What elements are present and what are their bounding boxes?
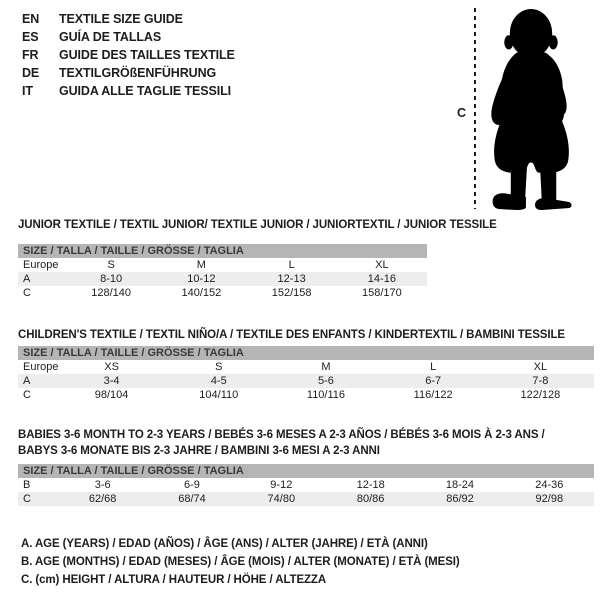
language-row-it — [22, 82, 235, 100]
row-label-cell: A — [18, 374, 58, 388]
row-label-cell: Europe — [23, 361, 59, 373]
value-cell: 158/170 — [361, 287, 402, 299]
table-row — [18, 272, 427, 286]
value-cell: L — [288, 259, 295, 271]
value-cell: M — [321, 361, 331, 373]
value-cell: 8-10 — [66, 272, 156, 286]
value-cell: 74/80 — [237, 492, 326, 506]
value-cell: 5-6 — [272, 374, 379, 388]
value-cell: 98/104 — [94, 389, 129, 401]
value-cell: 68/74 — [147, 492, 236, 506]
size-header-bar: SIZE / TALLA / TAILLE / GRÖSSE / TAGLIA — [18, 346, 594, 360]
value-cell: 152/158 — [271, 287, 312, 299]
value-cell: M — [196, 259, 206, 271]
row-label-cell: Europe — [23, 259, 59, 271]
language-code: IT — [22, 84, 33, 98]
table-row — [18, 286, 427, 300]
value-cell: 110/116 — [306, 389, 346, 401]
row-label-cell: B — [23, 479, 31, 491]
footnote-a: A. AGE (YEARS) / EDAD (AÑOS) / ÂGE (ANS) / ALTER (JAHRE) / ETÀ (ANNI) — [21, 538, 428, 550]
junior-size-table — [18, 244, 427, 300]
row-label-cell: A — [18, 272, 66, 286]
height-measure-figure — [450, 6, 590, 212]
language-row-fr — [22, 46, 235, 64]
babies-table-title-line2: BABYS 3-6 MONATE BIS 2-3 JAHRE / BAMBINI 3-6 MESI A 2-3 ANNI — [18, 445, 380, 457]
value-cell: 62/68 — [58, 492, 147, 506]
height-measure-label: C — [457, 106, 467, 120]
value-cell: XS — [104, 361, 119, 373]
value-cell: 12-13 — [247, 272, 337, 286]
value-cell: 7-8 — [487, 374, 594, 388]
value-cell: 86/92 — [415, 492, 504, 506]
value-cell: 140/152 — [181, 287, 222, 299]
value-cell: 18-24 — [445, 479, 475, 491]
value-cell: 80/86 — [326, 492, 415, 506]
value-cell: 12-18 — [356, 479, 385, 491]
value-cell: 4-5 — [165, 374, 272, 388]
size-header-bar: SIZE / TALLA / TAILLE / GRÖSSE / TAGLIA — [18, 464, 594, 478]
value-cell: XL — [533, 361, 548, 373]
language-code: EN — [22, 12, 40, 26]
value-cell: S — [215, 361, 223, 373]
language-title: GUIDE DES TAILLES TEXTILE — [59, 48, 235, 62]
footnote-c: C. (cm) HEIGHT / ALTURA / HAUTEUR / HÖHE / ALTEZZA — [21, 574, 327, 586]
value-cell: 3-4 — [58, 374, 165, 388]
language-code: ES — [22, 30, 39, 44]
junior-table-title: JUNIOR TEXTILE / TEXTIL JUNIOR/ TEXTILE JUNIOR / JUNIORTEXTIL / JUNIOR TESSILE — [18, 219, 497, 231]
toddler-silhouette-icon — [482, 6, 582, 210]
footnote-b: B. AGE (MONTHS) / EDAD (MESES) / ÂGE (MOIS) / ALTER (MONATE) / ETÀ (MESI) — [21, 556, 460, 568]
value-cell: 24-36 — [535, 479, 564, 491]
language-row-es — [22, 28, 235, 46]
value-cell: 3-6 — [94, 479, 111, 491]
babies-table-title-line1: BABIES 3-6 MONTH TO 2-3 YEARS / BEBÉS 3-6 MESES A 2-3 AÑOS / BÉBÉS 3-6 MOIS À 2-3 ANS / — [18, 429, 545, 441]
value-cell: 14-16 — [337, 272, 427, 286]
language-row-de — [22, 64, 235, 82]
children-table-title: CHILDREN'S TEXTILE / TEXTIL NIÑO/A / TEXTILE DES ENFANTS / KINDERTEXTIL / BAMBINI TESSILE — [18, 329, 565, 341]
row-label-cell: C — [23, 287, 31, 299]
language-code: DE — [22, 66, 40, 80]
table-row — [18, 360, 594, 374]
value-cell: 6-7 — [380, 374, 487, 388]
value-cell: L — [430, 361, 437, 373]
value-cell: 10-12 — [156, 272, 246, 286]
footnote-legend — [21, 535, 460, 589]
value-cell: 6-9 — [184, 479, 200, 491]
row-label-cell: C — [23, 389, 31, 401]
size-header-bar: SIZE / TALLA / TAILLE / GRÖSSE / TAGLIA — [18, 244, 427, 258]
children-size-table — [18, 346, 594, 402]
children-table-section — [18, 329, 594, 402]
value-cell: XL — [375, 259, 389, 271]
value-cell: 122/128 — [520, 389, 561, 401]
value-cell: 92/98 — [505, 492, 594, 506]
junior-table-section — [18, 219, 497, 300]
table-row — [18, 374, 594, 388]
babies-size-table — [18, 464, 594, 506]
language-header — [22, 10, 235, 100]
language-title: TEXTILE SIZE GUIDE — [59, 12, 183, 26]
language-title: TEXTILGRÖßENFÜHRUNG — [59, 66, 217, 80]
table-row — [18, 388, 594, 402]
value-cell: 9-12 — [270, 479, 293, 491]
value-cell: S — [107, 259, 115, 271]
height-dashed-line — [474, 8, 476, 209]
language-row-en — [22, 10, 235, 28]
value-cell: 116/122 — [413, 389, 453, 401]
babies-table-section — [18, 427, 594, 506]
language-title: GUIDA ALLE TAGLIE TESSILI — [59, 84, 232, 98]
row-label-cell: C — [18, 492, 58, 506]
value-cell: 128/140 — [91, 287, 131, 299]
language-title: GUÍA DE TALLAS — [59, 30, 162, 44]
table-row — [18, 492, 594, 506]
language-code: FR — [22, 48, 39, 62]
value-cell: 104/110 — [199, 389, 239, 401]
table-row — [18, 478, 594, 492]
table-row — [18, 258, 427, 272]
